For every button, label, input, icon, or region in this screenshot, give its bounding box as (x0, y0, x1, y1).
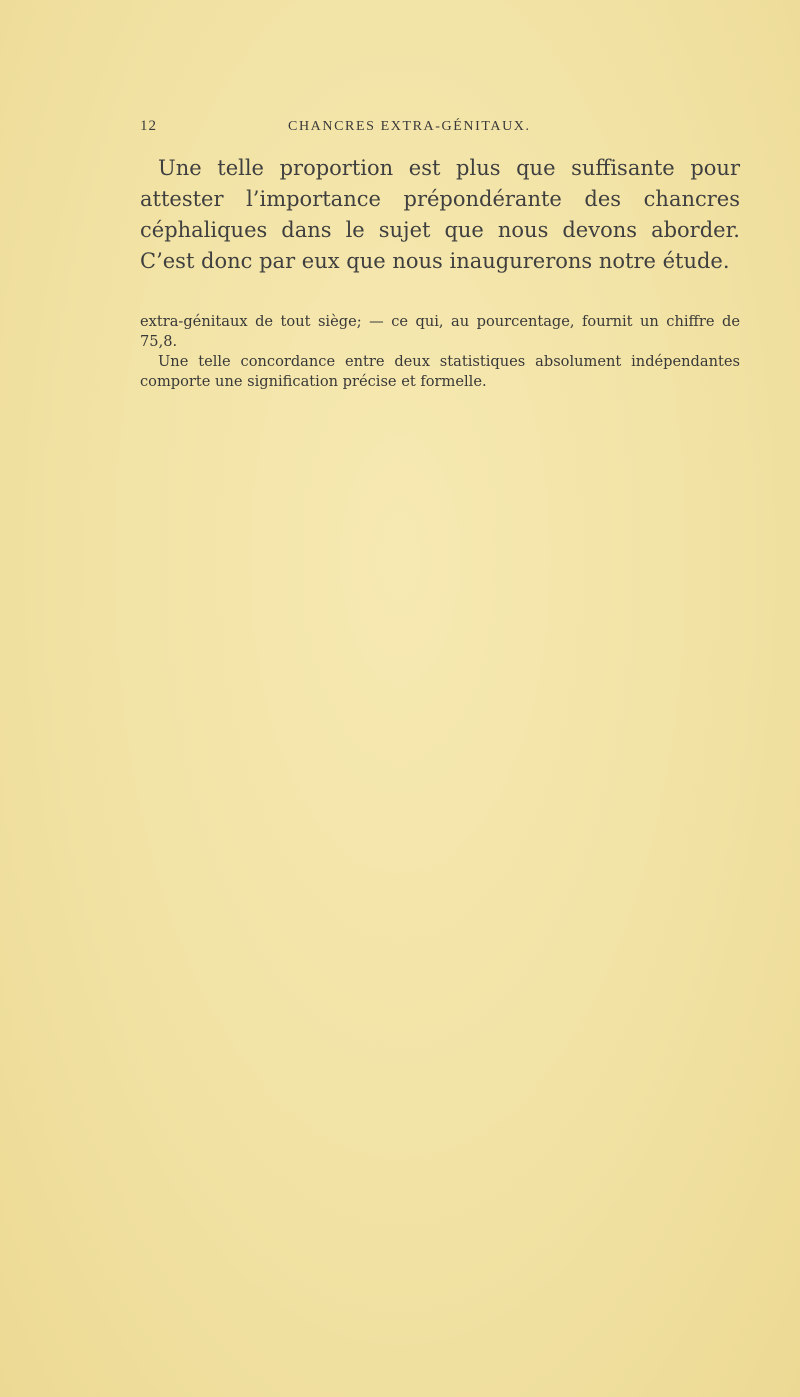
footnote-continuation: extra-génitaux de tout siège; — ce qui, au pourcentage, fournit un chiffre de 75,8. (140, 313, 740, 350)
running-head-title: CHANCRES EXTRA-GÉNITAUX. (288, 119, 531, 134)
page-number: 12 (140, 118, 157, 134)
body-paragraph: Une telle proportion est plus que suffisante pour attester l’importance prépondérante des chancres céphaliques dans le sujet que nous devons aborder. C’est donc par eux que nous inaugurerons notre étude. (140, 156, 740, 273)
footnote-paragraph: Une telle concordance entre deux statistiques absolument indépendantes comporte une signification précise et formelle. (140, 353, 740, 390)
running-head (140, 118, 740, 140)
